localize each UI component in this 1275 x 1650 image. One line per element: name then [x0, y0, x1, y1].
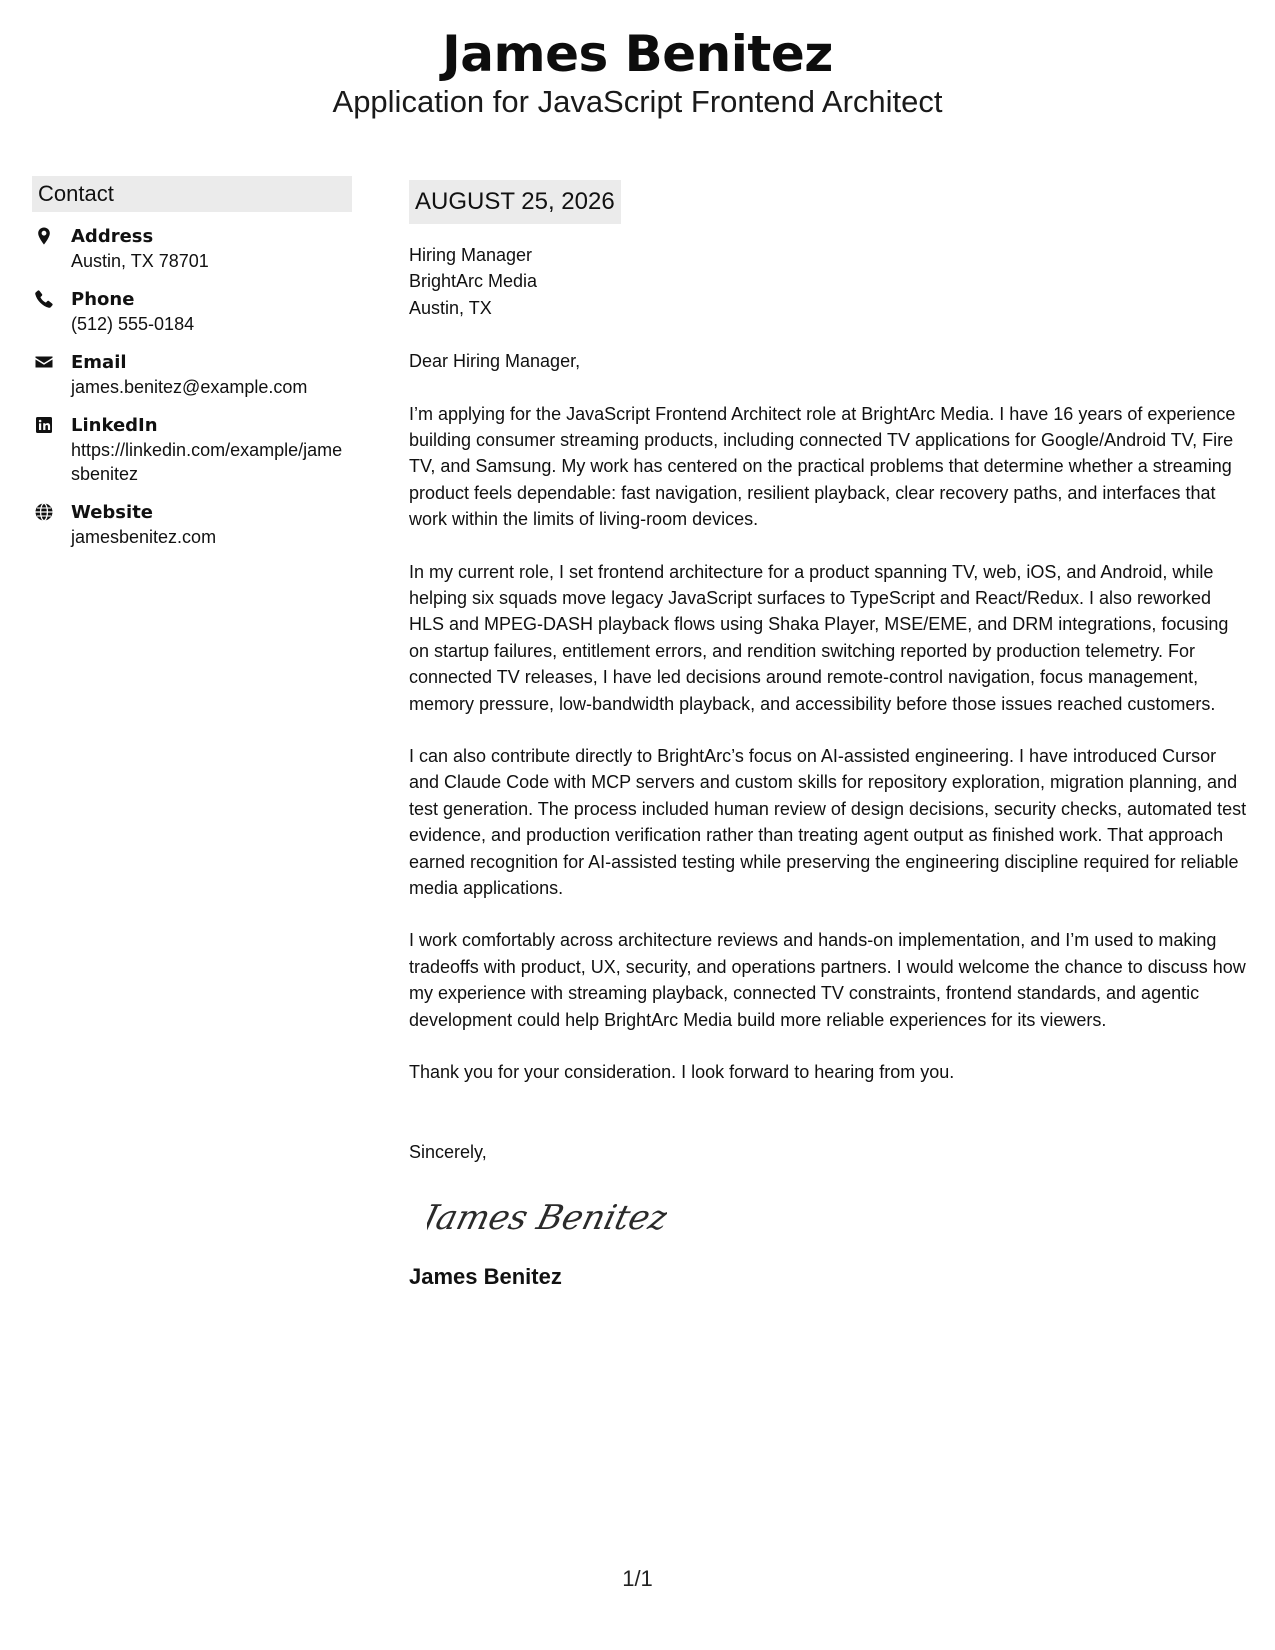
- phone-icon: [34, 289, 54, 309]
- letter-paragraph: In my current role, I set frontend architecture for a product spanning TV, web, iOS, and Android, while helping six squads move legacy JavaScript surfaces to TypeScript and React/Redux. I also reworked HLS and MPEG-DASH playback flows using Shaka Player, MSE/EME, and DRM integrations, focusing on startup failures, entitlement errors, and rendition switching reported by production telemetry. For connected TV releases, I have led decisions around remote-control navigation, focus management, memory pressure, low-bandwidth playback, and accessibility before those issues reached customers.: [409, 561, 1229, 714]
- letter-body: [409, 180, 1249, 1291]
- closing: Sincerely,: [409, 1141, 487, 1162]
- letter-paragraph: I work comfortably across architecture reviews and hands-on implementation, and I’m used to making tradeoffs with product, UX, security, and operations partners. I would welcome the chance to discuss how my experience with streaming playback, connected TV constraints, frontend standards, and agentic development could help BrightArc Media build more reliable experiences for its viewers.: [409, 930, 1246, 1030]
- contact-value: james.benitez@example.com: [71, 377, 308, 397]
- envelope-icon: [34, 352, 54, 372]
- letter-paragraph: Thank you for your consideration. I look forward to hearing from you.: [409, 1062, 955, 1083]
- contact-item-address: [32, 224, 352, 273]
- linkedin-icon: [34, 415, 54, 435]
- contact-label: Address: [71, 226, 154, 247]
- contact-heading: Contact: [32, 176, 352, 212]
- application-subtitle: Application for JavaScript Frontend Architect: [332, 84, 943, 119]
- recipient-line: BrightArc Media: [409, 271, 538, 292]
- recipient-block: [409, 242, 1249, 321]
- letter-date: AUGUST 25, 2026: [409, 180, 621, 224]
- contact-value: Austin, TX 78701: [71, 251, 209, 271]
- recipient-line: Austin, TX: [409, 297, 492, 318]
- letter-header: [0, 24, 1275, 120]
- signer-name: James Benitez: [409, 1263, 562, 1289]
- globe-icon: [34, 502, 54, 522]
- page-number: 1/1: [622, 1566, 653, 1591]
- contact-item-linkedin: [32, 413, 352, 486]
- contact-value: (512) 555-0184: [71, 314, 195, 334]
- contact-value: https://linkedin.com/example/jamesbenitez: [71, 440, 343, 484]
- contact-list: [32, 224, 352, 549]
- contact-label: Phone: [71, 289, 135, 310]
- contact-label: Website: [71, 502, 154, 523]
- handwritten-signature: [427, 1187, 1249, 1247]
- signature-text: James Benitez: [427, 1198, 667, 1238]
- salutation: Dear Hiring Manager,: [409, 351, 581, 372]
- contact-value: jamesbenitez.com: [71, 527, 217, 547]
- contact-sidebar: [32, 176, 352, 563]
- letter-paragraph: I’m applying for the JavaScript Frontend Architect role at BrightArc Media. I have 16 years of experience building consumer streaming products, including connected TV applications for Google/Android TV, Fire TV, and Samsung. My work has centered on the practical problems that determine whether a streaming product feels dependable: fast navigation, resilient playback, clear recovery paths, and interfaces that work within the limits of living-room devices.: [409, 403, 1236, 530]
- contact-label: Email: [71, 352, 127, 373]
- applicant-name: James Benitez: [442, 25, 833, 83]
- letter-paragraph: I can also contribute directly to BrightArc’s focus on AI-assisted engineering. I have introduced Cursor and Claude Code with MCP servers and custom skills for repository exploration, migration planning, and test generation. The process included human review of design decisions, security checks, automated test evidence, and production verification rather than treating agent output as finished work. That approach earned recognition for AI-assisted testing while preserving the engineering discipline required for reliable media applications.: [409, 746, 1247, 899]
- contact-item-website: [32, 500, 352, 549]
- location-pin-icon: [34, 226, 54, 246]
- recipient-line: Hiring Manager: [409, 245, 533, 265]
- contact-item-email: [32, 350, 352, 399]
- contact-item-phone: [32, 287, 352, 336]
- contact-label: LinkedIn: [71, 415, 158, 436]
